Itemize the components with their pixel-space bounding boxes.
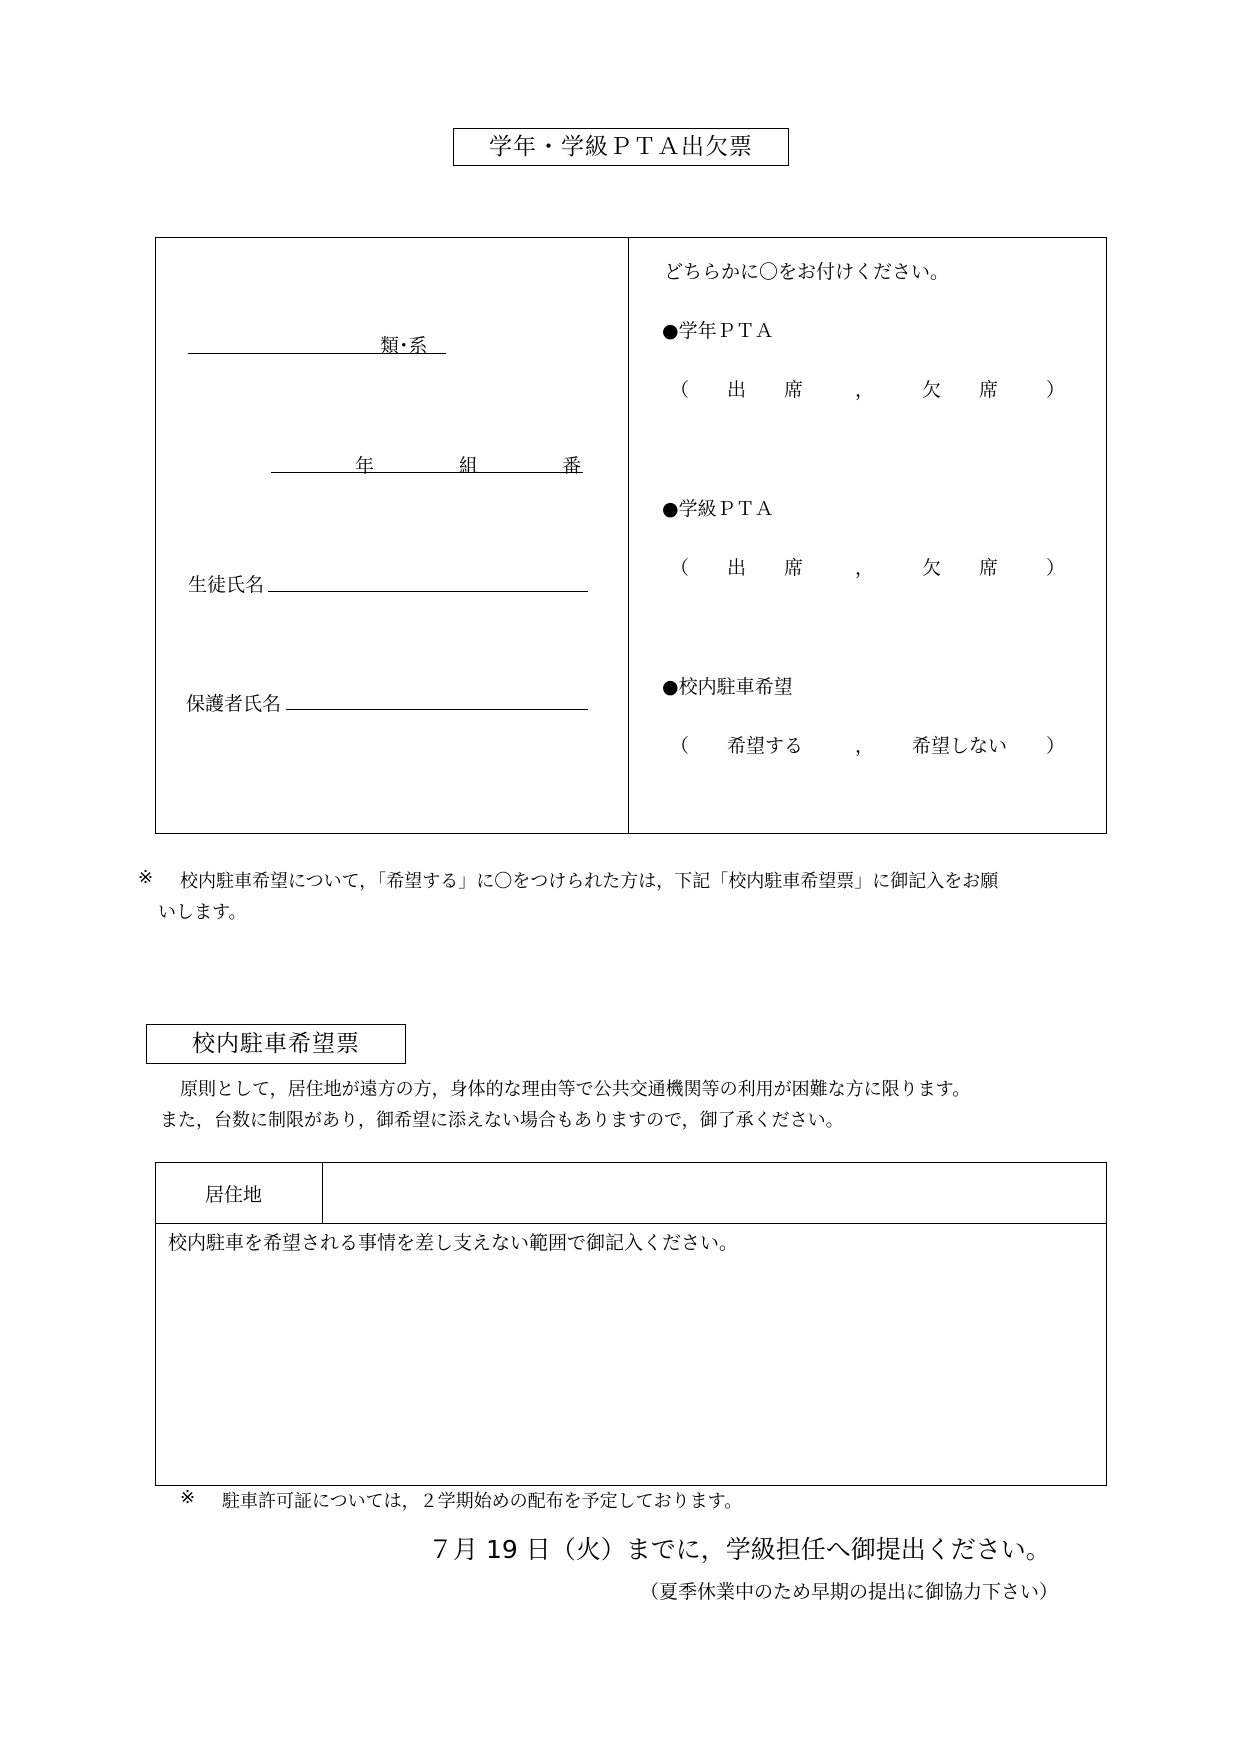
grade-pta-heading: ●学年ＰＴＡ (662, 320, 774, 342)
parking-request-heading: ●校内駐車希望 (662, 676, 793, 698)
parking-table-col-divider (322, 1162, 323, 1223)
student-name-label: 生徒氏名 (188, 574, 265, 596)
separator: ， (855, 557, 875, 579)
class-pta-attend-option[interactable]: 出 席 (727, 557, 804, 579)
class-pta-heading: ●学級ＰＴＡ (662, 498, 774, 520)
note-mark: ※ (138, 867, 154, 888)
parking-note-line1: 校内駐車希望について，「希望する」に〇をつけられた方は，下記「校内駐車希望票」に御記入をお願 (180, 871, 999, 892)
parking-yes-option[interactable]: 希望する (727, 735, 804, 757)
permit-note-mark: ※ (180, 1487, 196, 1508)
paren-open: （ (670, 379, 690, 401)
reason-label: 校内駐車を希望される事情を差し支えない範囲で御記入ください。 (168, 1232, 739, 1254)
parking-no-option[interactable]: 希望しない (912, 735, 1008, 757)
year-label: 年 (355, 455, 375, 477)
submission-deadline: ７月 19 日（火）までに，学級担任へ御提出ください。 (428, 1535, 1051, 1564)
parking-form-title: 校内駐車希望票 (146, 1024, 406, 1064)
grade-pta-attend-option[interactable]: 出 席 (727, 379, 804, 401)
parking-table-row-divider (155, 1223, 1107, 1224)
paren-open: （ (670, 557, 690, 579)
guardian-name-label: 保護者氏名 (186, 693, 282, 715)
parking-intro-line2: また，台数に制限があり，御希望に添えない場合もありますので，御了承ください。 (160, 1110, 844, 1131)
attendance-table-divider (628, 237, 629, 834)
group-label: 組 (459, 455, 479, 477)
reason-field[interactable] (157, 1260, 1105, 1484)
paren-close: ） (1046, 735, 1066, 757)
grade-pta-absent-option[interactable]: 欠 席 (922, 379, 999, 401)
number-label: 番 (562, 455, 582, 477)
separator: ， (855, 735, 875, 757)
paren-close: ） (1046, 557, 1066, 579)
separator: ， (855, 379, 875, 401)
circle-instruction: どちらかに〇をお付けください。 (664, 261, 950, 283)
student-name-field[interactable] (268, 591, 588, 592)
paren-open: （ (670, 735, 690, 757)
residence-field[interactable] (324, 1164, 1104, 1221)
class-pta-absent-option[interactable]: 欠 席 (922, 557, 999, 579)
year-group-number-field[interactable] (271, 472, 583, 473)
paren-close: ） (1046, 379, 1066, 401)
class-course-label: 類･系 (380, 335, 428, 357)
deadline-note: （夏季休業中のため早期の提出に御協力下さい） (640, 1581, 1059, 1603)
parking-note-line2: いします。 (158, 902, 247, 923)
guardian-name-field[interactable] (286, 709, 588, 710)
permit-note: 駐車許可証については，２学期始めの配布を予定しております。 (222, 1491, 743, 1512)
parking-intro-line1: 原則として，居住地が遠方の方，身体的な理由等で公共交通機関等の利用が困難な方に限ります。 (180, 1079, 971, 1100)
residence-label: 居住地 (205, 1184, 263, 1206)
attendance-form-title: 学年・学級ＰＴＡ出欠票 (453, 128, 789, 166)
